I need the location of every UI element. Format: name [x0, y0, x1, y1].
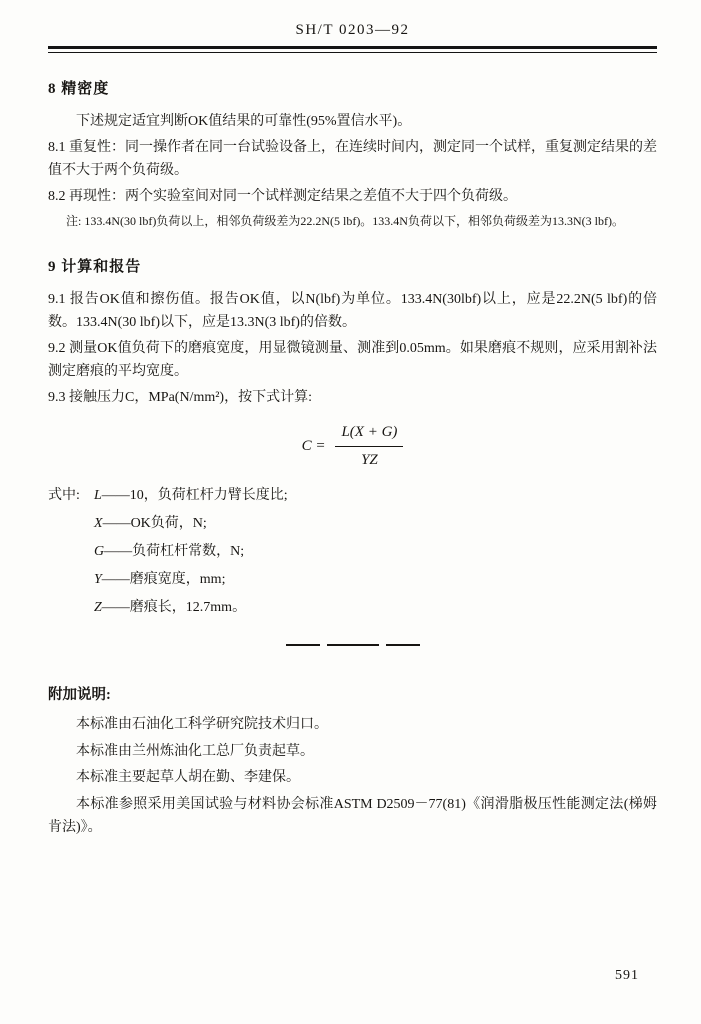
definition-X-text: ——OK负荷，N; [102, 516, 207, 531]
definition-line-Z [94, 594, 657, 622]
definition-Y-text: ——磨痕宽度，mm; [101, 572, 226, 587]
section-8-intro: 下述规定适宜判断OK值结果的可靠性(95%置信水平)。 [76, 114, 412, 129]
section-end-divider [48, 644, 657, 646]
definition-line-G [94, 538, 657, 566]
formula-fraction [335, 421, 403, 472]
clause-9-2: 9.2 测量OK值负荷下的磨痕宽度，用显微镜测量、测准到0.05mm。如果磨痕不规则，应采用割补法测定磨痕的平均宽度。 [48, 341, 657, 379]
definition-L-text: ——10，负荷杠杆力臂长度比; [101, 488, 288, 503]
formula-numerator: L(X + G) [335, 421, 403, 447]
where-label: 式中: [48, 488, 80, 503]
definition-Z-text: ——磨痕长，12.7mm。 [101, 600, 247, 615]
divider-segment [327, 644, 379, 646]
divider-segment [286, 644, 320, 646]
variable-G: G [94, 544, 105, 559]
header-rule-thin [48, 52, 657, 53]
additional-note-line: 本标准主要起草人胡在勤、李建保。 [76, 770, 300, 785]
formula-denominator: YZ [361, 452, 378, 468]
formula-lhs: C = [301, 438, 326, 454]
variable-X: X [94, 516, 103, 531]
definition-line-Y [94, 566, 657, 594]
additional-note-line: 本标准由石油化工科学研究院技术归口。 [76, 717, 328, 732]
additional-note-line: 本标准由兰州炼油化工总厂负责起草。 [76, 743, 314, 759]
formula-definitions [48, 482, 657, 622]
page-number: 591 [615, 968, 639, 983]
section-8-heading: 8 精密度 [48, 81, 110, 97]
additional-note-line: 本标准参照采用美国试验与材料协会标准ASTM D2509－77(81)《润滑脂极压性能测定法(梯姆肯法)》。 [48, 796, 657, 835]
document-body [48, 78, 657, 840]
additional-notes-section [48, 684, 657, 840]
clause-8-1: 8.1 重复性：同一操作者在同一台试验设备上，在连续时间内，测定同一个试样，重复测定结果的差值不大于两个负荷级。 [48, 140, 657, 178]
clause-9-3: 9.3 接触压力C，MPa(N/mm²)，按下式计算: [48, 390, 312, 405]
document-number: SH/T 0203—92 [295, 22, 410, 38]
definition-G-text: ——负荷杠杆常数，N; [104, 544, 245, 559]
variable-Z: Z [94, 600, 102, 615]
variable-L: L [94, 488, 102, 503]
contact-pressure-formula [48, 421, 657, 472]
clause-9-1: 9.1 报告OK值和擦伤值。报告OK值，以N(lbf)为单位。133.4N(30lbf)以上，应是22.2N(5 lbf)的倍数。133.4N(30 lbf)以下，应是13.3N(3 lbf)的倍数。 [48, 292, 657, 330]
clause-8-2: 8.2 再现性：两个实验室间对同一个试样测定结果之差值不大于四个负荷级。 [48, 189, 517, 204]
additional-notes-heading: 附加说明: [48, 687, 111, 703]
definition-line-L [48, 482, 657, 510]
divider-segment [386, 644, 420, 646]
section-8-note: 注: 133.4N(30 lbf)负荷以上，相邻负荷级差为22.2N(5 lbf)。133.4N负荷以下，相邻负荷级差为13.3N(3 lbf)。 [66, 214, 624, 228]
definition-line-X [94, 510, 657, 538]
variable-Y: Y [94, 572, 102, 587]
header-rule-thick [48, 46, 657, 49]
section-9-heading: 9 计算和报告 [48, 259, 142, 275]
